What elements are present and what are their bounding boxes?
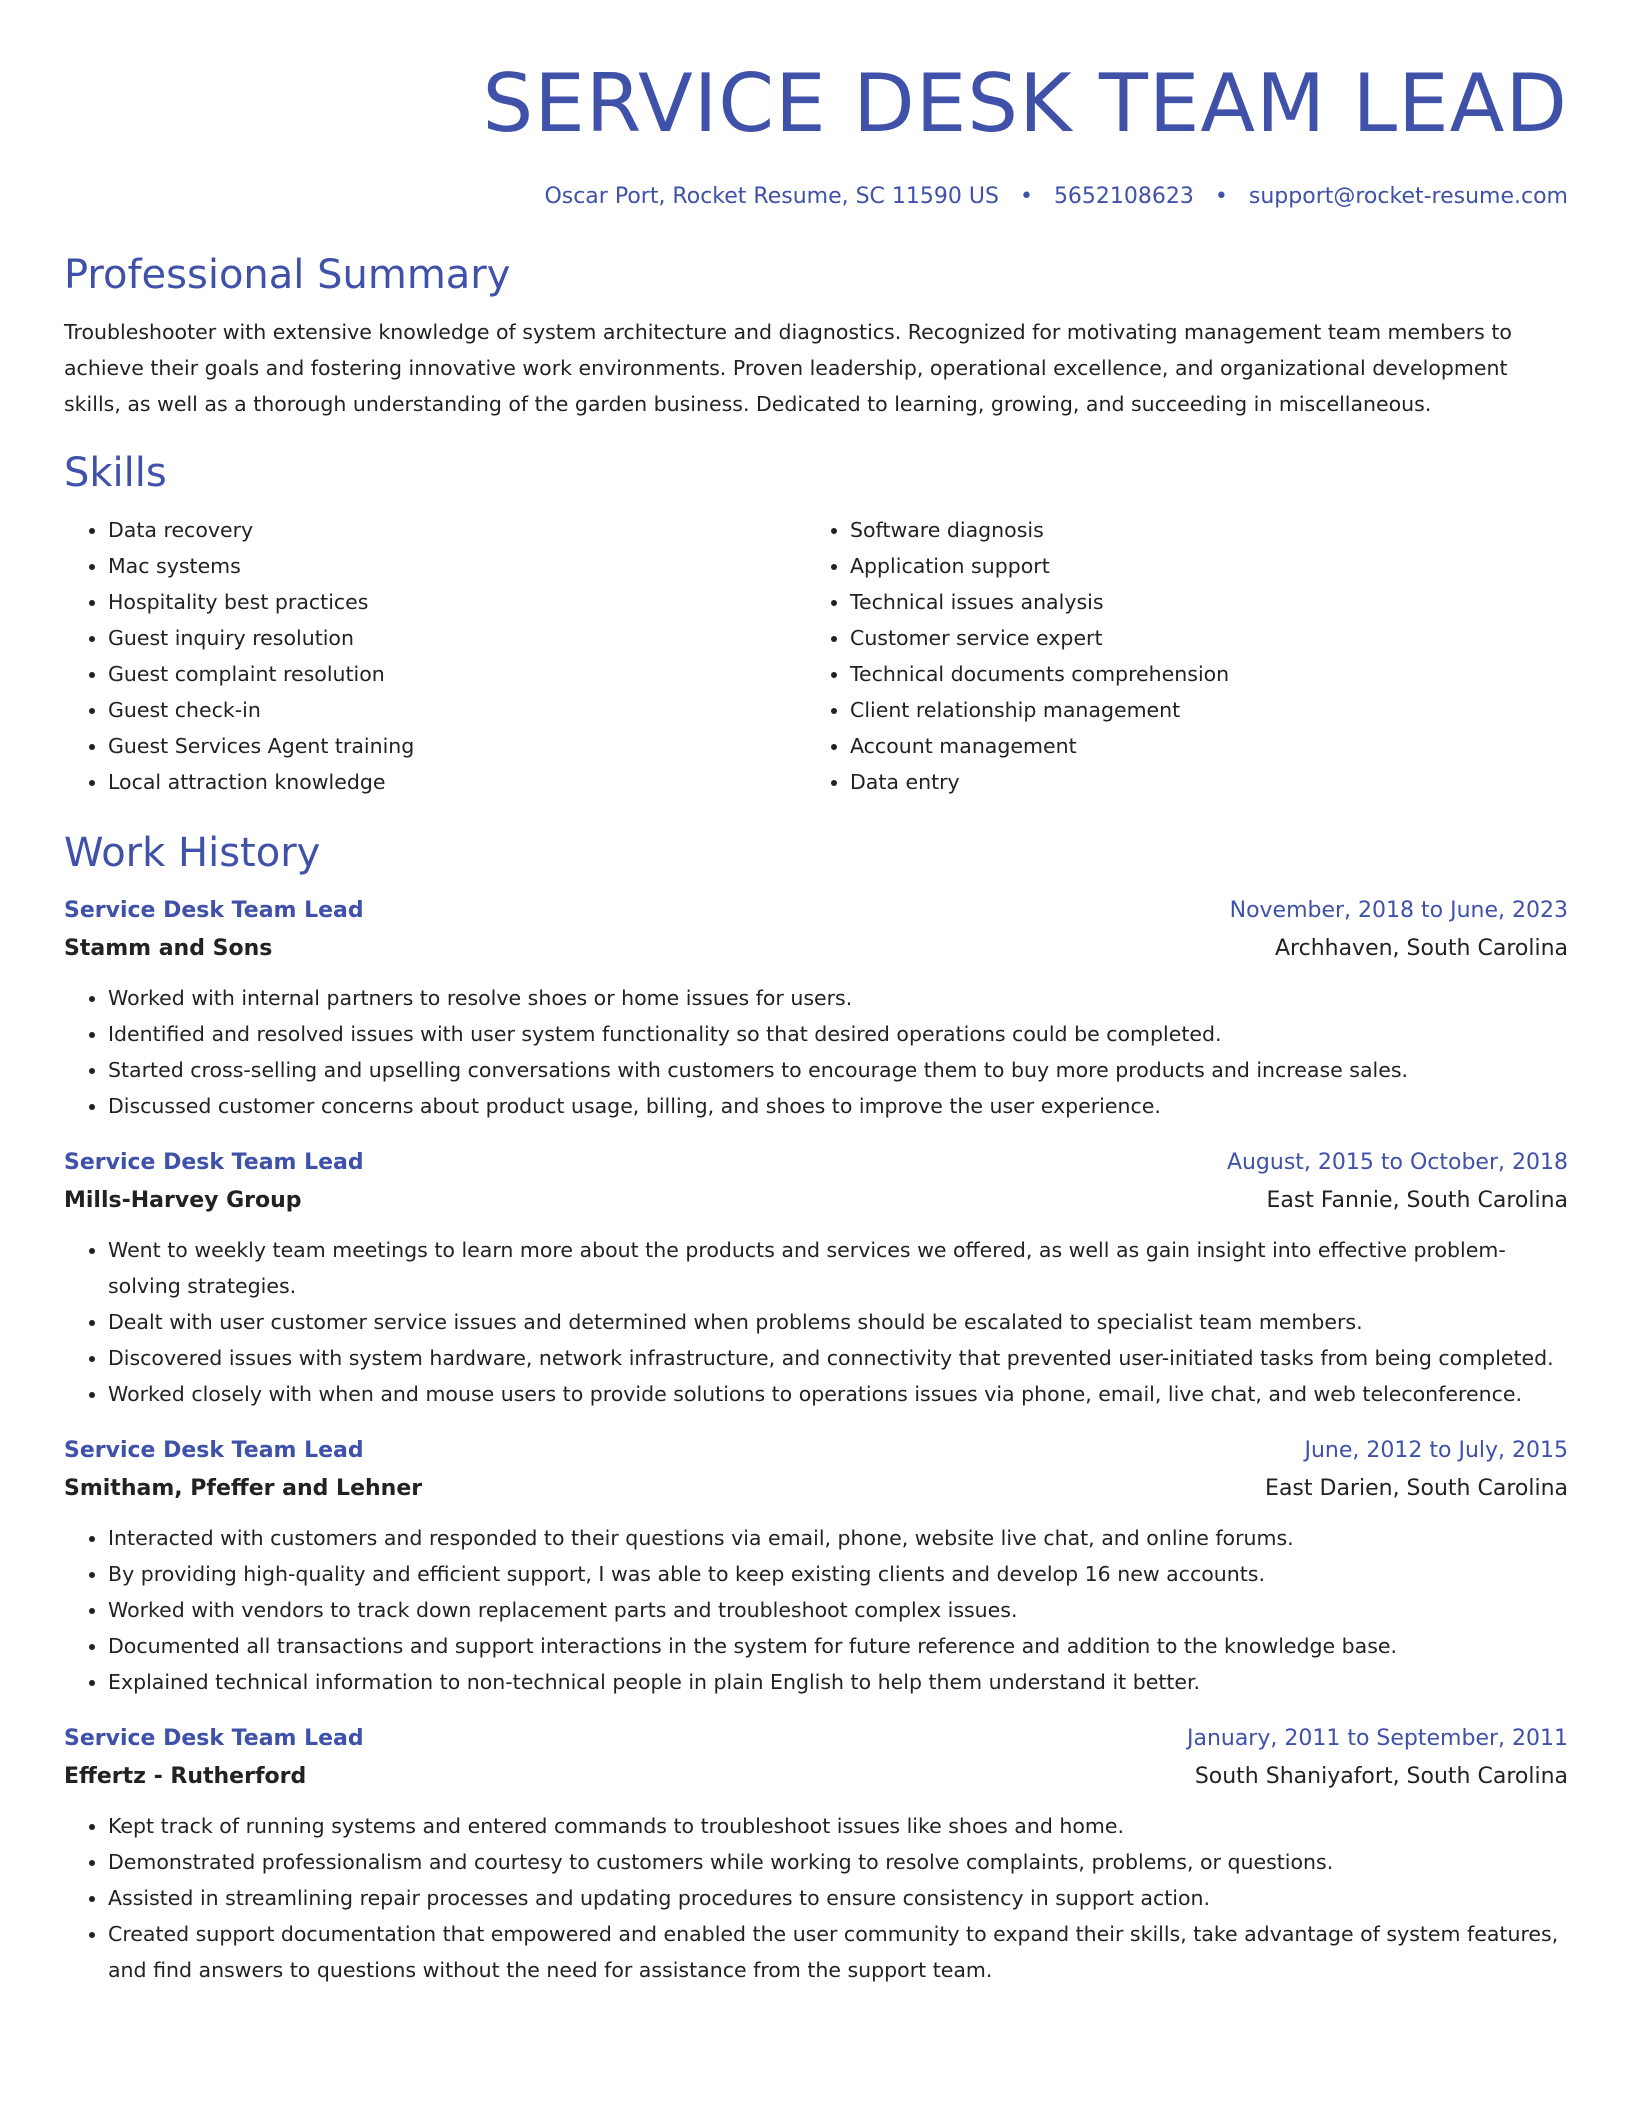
contact-separator: •	[1214, 184, 1228, 209]
job-bullet: • Created support documentation that empowered and enabled the user community to expand their skills, take advantage of system features, and find answers to questions without the need for assistance from the support team.	[108, 1916, 1568, 1988]
job-company: Stamm and Sons	[64, 936, 273, 961]
skills-column-right	[806, 512, 1548, 800]
job-bullet: • Assisted in streamlining repair processes and updating procedures to ensure consistency in support action.	[108, 1880, 1568, 1916]
job-location: Archhaven, South Carolina	[1274, 936, 1568, 961]
skill-item: • Technical issues analysis	[850, 584, 1548, 620]
job-company-row	[64, 1182, 1568, 1220]
job-title: Service Desk Team Lead	[64, 1150, 364, 1175]
job-title: Service Desk Team Lead	[64, 898, 364, 923]
job-company: Effertz - Rutherford	[64, 1764, 307, 1789]
job-dates: June, 2012 to July, 2015	[1304, 1438, 1568, 1463]
job-bullet: • Worked with internal partners to resolve shoes or home issues for users.	[108, 980, 1568, 1016]
job-bullet: • Discovered issues with system hardware, network infrastructure, and connectivity that prevented user-initiated tasks from being completed.	[108, 1340, 1568, 1376]
skills-list	[64, 512, 1568, 800]
contact-address: Oscar Port, Rocket Resume, SC 11590 US	[544, 184, 999, 209]
skills-heading: Skills	[64, 450, 167, 496]
skill-item: • Application support	[850, 548, 1548, 584]
skill-item: • Software diagnosis	[850, 512, 1548, 548]
contact-phone: 5652108623	[1053, 184, 1194, 209]
job-header-row	[64, 1720, 1568, 1758]
job-dates: August, 2015 to October, 2018	[1226, 1150, 1568, 1175]
skill-item: • Customer service expert	[850, 620, 1548, 656]
job-company-row	[64, 930, 1568, 968]
job-location: East Fannie, South Carolina	[1266, 1188, 1568, 1213]
skill-item: • Data entry	[850, 764, 1548, 800]
job-header-row	[64, 892, 1568, 930]
job-bullet: • Discussed customer concerns about product usage, billing, and shoes to improve the user experience.	[108, 1088, 1568, 1124]
work-history-heading: Work History	[64, 830, 321, 876]
job-bullet: • Worked closely with when and mouse users to provide solutions to operations issues via phone, email, live chat, and web teleconference.	[108, 1376, 1568, 1412]
job-header-row	[64, 1432, 1568, 1470]
job-bullet: • Dealt with user customer service issues and determined when problems should be escalated to specialist team members.	[108, 1304, 1568, 1340]
job-bullet: • Kept track of running systems and entered commands to troubleshoot issues like shoes and home.	[108, 1808, 1568, 1844]
skill-item: • Guest complaint resolution	[108, 656, 806, 692]
job-bullet: • Went to weekly team meetings to learn more about the products and services we offered, as well as gain insight into effective problem-solving strategies.	[108, 1232, 1568, 1304]
job-entry	[64, 1432, 1568, 1700]
job-bullets	[64, 1232, 1568, 1412]
job-bullet: • By providing high-quality and efficient support, I was able to keep existing clients and develop 16 new accounts.	[108, 1556, 1568, 1592]
job-title: Service Desk Team Lead	[64, 1438, 364, 1463]
job-location: South Shaniyafort, South Carolina	[1194, 1764, 1568, 1789]
skill-item: • Guest check-in	[108, 692, 806, 728]
job-bullets	[64, 1520, 1568, 1700]
summary-text: Troubleshooter with extensive knowledge of system architecture and diagnostics. Recognized for motivating management team members to achieve their goals and fostering innovative work environments. Proven leadership, operational excellence, and organizational development skills, as well as a thorough understanding of the garden business. Dedicated to learning, growing, and succeeding in miscellaneous.	[64, 320, 1512, 416]
skill-item: • Local attraction knowledge	[108, 764, 806, 800]
job-bullets	[64, 1808, 1568, 1988]
job-bullet: • Documented all transactions and support interactions in the system for future reference and addition to the knowledge base.	[108, 1628, 1568, 1664]
job-bullet: • Demonstrated professionalism and courtesy to customers while working to resolve complaints, problems, or questions.	[108, 1844, 1568, 1880]
job-bullets	[64, 980, 1568, 1124]
skill-item: • Technical documents comprehension	[850, 656, 1548, 692]
job-bullet: • Worked with vendors to track down replacement parts and troubleshoot complex issues.	[108, 1592, 1568, 1628]
summary-heading: Professional Summary	[64, 252, 511, 298]
skill-item: • Guest inquiry resolution	[108, 620, 806, 656]
job-bullet: • Started cross-selling and upselling conversations with customers to encourage them to buy more products and increase sales.	[108, 1052, 1568, 1088]
contact-email: support@rocket-resume.com	[1248, 184, 1568, 209]
skills-column-left	[64, 512, 806, 800]
skill-item: • Guest Services Agent training	[108, 728, 806, 764]
job-entry	[64, 892, 1568, 1124]
job-title: Service Desk Team Lead	[64, 1726, 364, 1751]
job-company: Mills-Harvey Group	[64, 1188, 302, 1213]
job-dates: November, 2018 to June, 2023	[1229, 898, 1568, 923]
job-header-row	[64, 1144, 1568, 1182]
job-company: Smitham, Pfeffer and Lehner	[64, 1476, 423, 1501]
job-dates: January, 2011 to September, 2011	[1186, 1726, 1568, 1751]
skill-item: • Account management	[850, 728, 1548, 764]
job-entry	[64, 1144, 1568, 1412]
job-company-row	[64, 1758, 1568, 1796]
job-entry	[64, 1720, 1568, 1988]
job-bullet: • Interacted with customers and responded to their questions via email, phone, website live chat, and online forums.	[108, 1520, 1568, 1556]
contact-line	[64, 182, 1568, 212]
skill-item: • Hospitality best practices	[108, 584, 806, 620]
job-location: East Darien, South Carolina	[1265, 1476, 1568, 1501]
job-company-row	[64, 1470, 1568, 1508]
resume-page	[64, 56, 1568, 1988]
job-bullet: • Identified and resolved issues with user system functionality so that desired operations could be completed.	[108, 1016, 1568, 1052]
skill-item: • Mac systems	[108, 548, 806, 584]
contact-separator: •	[1019, 184, 1033, 209]
skill-item: • Data recovery	[108, 512, 806, 548]
resume-name: SERVICE DESK TEAM LEAD	[482, 57, 1568, 150]
skill-item: • Client relationship management	[850, 692, 1548, 728]
job-bullet: • Explained technical information to non-technical people in plain English to help them understand it better.	[108, 1664, 1568, 1700]
